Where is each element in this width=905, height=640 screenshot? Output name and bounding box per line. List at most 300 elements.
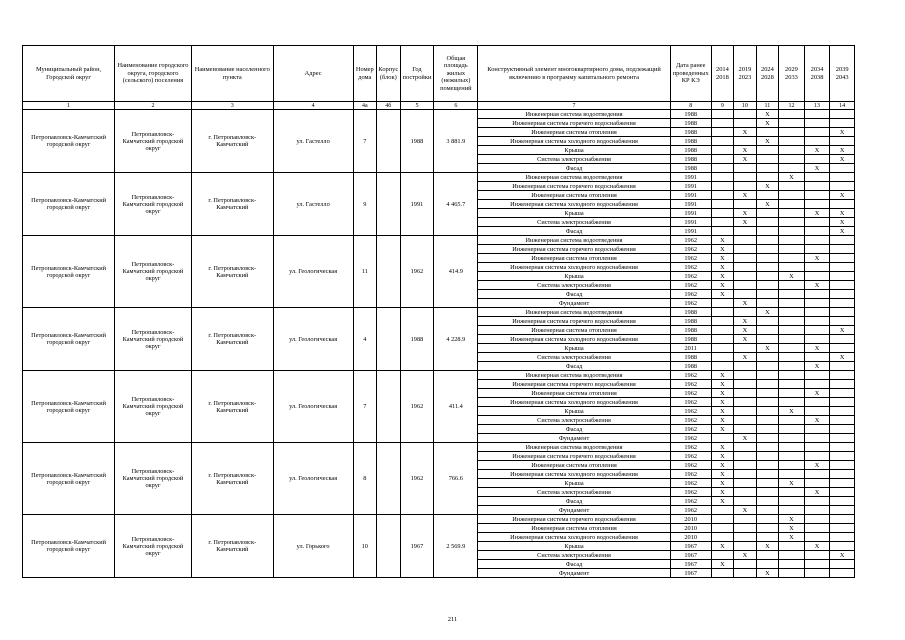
period-mark-cell (830, 434, 855, 443)
period-mark-cell (756, 425, 779, 434)
column-header: 2019 2023 (734, 46, 757, 102)
period-mark-cell (779, 497, 805, 506)
repair-date-cell: 1962 (670, 398, 711, 407)
period-mark-cell: X (779, 479, 805, 488)
column-number: 9 (711, 102, 734, 110)
column-number: 8 (670, 102, 711, 110)
column-number: 4 (273, 102, 353, 110)
column-number: 12 (779, 102, 805, 110)
house-group (23, 371, 855, 443)
period-mark-cell (756, 254, 779, 263)
element-cell: Инженерная система горячего водоснабжения (478, 119, 670, 128)
district-cell: Петропавловск-Камчатский городской округ (23, 308, 115, 371)
column-number: 6 (434, 102, 478, 110)
element-cell: Фасад (478, 560, 670, 569)
period-mark-cell (804, 407, 830, 416)
period-mark-cell (830, 425, 855, 434)
period-mark-cell (779, 128, 805, 137)
period-mark-cell (779, 398, 805, 407)
period-mark-cell (756, 155, 779, 164)
period-mark-cell (804, 452, 830, 461)
period-mark-cell: X (734, 218, 757, 227)
period-mark-cell (779, 317, 805, 326)
repair-date-cell: 1962 (670, 425, 711, 434)
repair-date-cell: 1967 (670, 542, 711, 551)
period-mark-cell (756, 317, 779, 326)
column-header: 2039 2043 (830, 46, 855, 102)
repair-date-cell: 1962 (670, 290, 711, 299)
element-cell: Инженерная система холодного водоснабжения (478, 335, 670, 344)
period-mark-cell (756, 236, 779, 245)
period-mark-cell: X (830, 209, 855, 218)
period-mark-cell (711, 200, 734, 209)
period-mark-cell: X (734, 146, 757, 155)
column-header: Дата ранее проведенных КР КЭ (670, 46, 711, 102)
period-mark-cell: X (734, 506, 757, 515)
period-mark-cell: X (711, 497, 734, 506)
period-mark-cell (734, 560, 757, 569)
period-mark-cell (804, 200, 830, 209)
repair-date-cell: 1962 (670, 506, 711, 515)
period-mark-cell (711, 515, 734, 524)
district-cell: Петропавловск-Камчатский городской округ (23, 110, 115, 173)
house-group (23, 236, 855, 308)
period-mark-cell (711, 155, 734, 164)
period-mark-cell: X (734, 434, 757, 443)
period-mark-cell: X (711, 371, 734, 380)
element-cell: Инженерная система горячего водоснабжения (478, 182, 670, 191)
period-mark-cell (711, 362, 734, 371)
period-mark-cell (756, 416, 779, 425)
period-mark-cell (756, 164, 779, 173)
period-mark-cell (711, 191, 734, 200)
period-mark-cell (756, 515, 779, 524)
settlement-cell: Петропавловск-Камчатский городской округ (115, 308, 192, 371)
period-mark-cell (779, 434, 805, 443)
period-mark-cell (756, 470, 779, 479)
period-mark-cell (734, 173, 757, 182)
locality-cell: г. Петропавловск-Камчатский (191, 110, 273, 173)
table-row (23, 371, 855, 380)
table-row (23, 515, 855, 524)
period-mark-cell (804, 380, 830, 389)
period-mark-cell (779, 362, 805, 371)
column-header: 2029 2033 (779, 46, 805, 102)
period-mark-cell: X (779, 407, 805, 416)
period-mark-cell (804, 236, 830, 245)
period-mark-cell (756, 407, 779, 416)
repair-date-cell: 1988 (670, 317, 711, 326)
element-cell: Инженерная система водоотведения (478, 110, 670, 119)
period-mark-cell (711, 308, 734, 317)
period-mark-cell (756, 497, 779, 506)
year-built-cell: 1962 (400, 371, 434, 443)
period-mark-cell (804, 470, 830, 479)
period-mark-cell: X (734, 128, 757, 137)
column-header: Номер дома (353, 46, 377, 102)
period-mark-cell: X (830, 551, 855, 560)
period-mark-cell (804, 245, 830, 254)
period-mark-cell (804, 227, 830, 236)
column-header: Общая площадь жилых (нежилых) помещений (434, 46, 478, 102)
settlement-cell: Петропавловск-Камчатский городской округ (115, 515, 192, 578)
repair-date-cell: 1962 (670, 272, 711, 281)
period-mark-cell (830, 461, 855, 470)
period-mark-cell (804, 326, 830, 335)
period-mark-cell (734, 245, 757, 254)
period-mark-cell (830, 362, 855, 371)
period-mark-cell: X (711, 407, 734, 416)
period-mark-cell (804, 137, 830, 146)
block-cell (377, 110, 401, 173)
period-mark-cell (779, 308, 805, 317)
year-built-cell: 1967 (400, 515, 434, 578)
element-cell: Крыша (478, 209, 670, 218)
block-cell (377, 443, 401, 515)
period-mark-cell (711, 119, 734, 128)
period-mark-cell (830, 452, 855, 461)
period-mark-cell: X (830, 227, 855, 236)
repair-date-cell: 1991 (670, 173, 711, 182)
element-cell: Фасад (478, 425, 670, 434)
district-cell: Петропавловск-Камчатский городской округ (23, 515, 115, 578)
period-mark-cell (711, 551, 734, 560)
period-mark-cell: X (711, 560, 734, 569)
period-mark-cell: X (756, 137, 779, 146)
repair-date-cell: 1962 (670, 236, 711, 245)
period-mark-cell (711, 137, 734, 146)
repair-date-cell: 1988 (670, 164, 711, 173)
period-mark-cell (804, 560, 830, 569)
period-mark-cell: X (756, 200, 779, 209)
district-cell: Петропавловск-Камчатский городской округ (23, 371, 115, 443)
repair-date-cell: 1962 (670, 407, 711, 416)
period-mark-cell (779, 461, 805, 470)
period-mark-cell (779, 560, 805, 569)
table-header (23, 46, 855, 110)
element-cell: Инженерная система водоотведения (478, 236, 670, 245)
period-mark-cell (779, 155, 805, 164)
house-number-cell: 9 (353, 173, 377, 236)
period-mark-cell (756, 281, 779, 290)
period-mark-cell (779, 110, 805, 119)
column-number-row (23, 102, 855, 110)
period-mark-cell (804, 155, 830, 164)
period-mark-cell (756, 209, 779, 218)
repair-date-cell: 1962 (670, 263, 711, 272)
repair-date-cell: 1988 (670, 335, 711, 344)
period-mark-cell (779, 335, 805, 344)
element-cell: Инженерная система отопления (478, 326, 670, 335)
period-mark-cell (779, 452, 805, 461)
period-mark-cell (711, 299, 734, 308)
period-mark-cell (779, 119, 805, 128)
area-cell: 4 228.9 (434, 308, 478, 371)
period-mark-cell (756, 488, 779, 497)
locality-cell: г. Петропавловск-Камчатский (191, 515, 273, 578)
period-mark-cell (804, 308, 830, 317)
element-cell: Система электроснабжения (478, 218, 670, 227)
house-group (23, 173, 855, 236)
element-cell: Инженерная система отопления (478, 254, 670, 263)
period-mark-cell (779, 200, 805, 209)
street-cell: ул. Геологическая (273, 443, 353, 515)
period-mark-cell (734, 281, 757, 290)
period-mark-cell (756, 299, 779, 308)
year-built-cell: 1988 (400, 110, 434, 173)
period-mark-cell: X (830, 146, 855, 155)
column-number: 11 (756, 102, 779, 110)
repair-date-cell: 1962 (670, 245, 711, 254)
period-mark-cell (756, 326, 779, 335)
street-cell: ул. Геологическая (273, 236, 353, 308)
period-mark-cell (779, 299, 805, 308)
period-mark-cell: X (779, 533, 805, 542)
period-mark-cell (711, 506, 734, 515)
period-mark-cell (756, 434, 779, 443)
period-mark-cell (734, 263, 757, 272)
column-header: Конструктивный элемент многоквартирного дома, подлежащий включению в программу капитального ремонта (478, 46, 670, 102)
period-mark-cell: X (804, 146, 830, 155)
period-mark-cell (711, 209, 734, 218)
period-mark-cell (830, 398, 855, 407)
period-mark-cell (779, 182, 805, 191)
period-mark-cell (779, 236, 805, 245)
column-number: 7 (478, 102, 670, 110)
period-mark-cell (779, 191, 805, 200)
period-mark-cell (779, 353, 805, 362)
element-cell: Инженерная система холодного водоснабжения (478, 398, 670, 407)
period-mark-cell (830, 272, 855, 281)
period-mark-cell (779, 443, 805, 452)
repair-date-cell: 1962 (670, 443, 711, 452)
period-mark-cell: X (756, 119, 779, 128)
period-mark-cell: X (804, 344, 830, 353)
element-cell: Инженерная система горячего водоснабжения (478, 245, 670, 254)
period-mark-cell: X (804, 488, 830, 497)
table-row (23, 308, 855, 317)
column-number: 3 (191, 102, 273, 110)
period-mark-cell: X (711, 263, 734, 272)
period-mark-cell (734, 542, 757, 551)
period-mark-cell: X (711, 461, 734, 470)
repair-date-cell: 1988 (670, 155, 711, 164)
period-mark-cell (756, 452, 779, 461)
period-mark-cell (830, 380, 855, 389)
period-mark-cell: X (779, 173, 805, 182)
element-cell: Инженерная система горячего водоснабжения (478, 317, 670, 326)
period-mark-cell (734, 488, 757, 497)
period-mark-cell: X (830, 191, 855, 200)
column-header: 2034 2038 (804, 46, 830, 102)
period-mark-cell (804, 173, 830, 182)
element-cell: Система электроснабжения (478, 416, 670, 425)
period-mark-cell (779, 290, 805, 299)
element-cell: Фундамент (478, 569, 670, 578)
repair-date-cell: 1967 (670, 569, 711, 578)
period-mark-cell (830, 344, 855, 353)
period-mark-cell (779, 326, 805, 335)
period-mark-cell (804, 398, 830, 407)
period-mark-cell (711, 128, 734, 137)
period-mark-cell (756, 245, 779, 254)
period-mark-cell (734, 164, 757, 173)
period-mark-cell: X (734, 299, 757, 308)
period-mark-cell (734, 200, 757, 209)
element-cell: Крыша (478, 344, 670, 353)
period-mark-cell (804, 371, 830, 380)
period-mark-cell (779, 470, 805, 479)
period-mark-cell (830, 290, 855, 299)
column-number: 2 (115, 102, 192, 110)
column-header: Корпус (блок) (377, 46, 401, 102)
period-mark-cell: X (711, 479, 734, 488)
period-mark-cell (734, 362, 757, 371)
area-cell: 411.4 (434, 371, 478, 443)
house-number-cell: 7 (353, 110, 377, 173)
period-mark-cell: X (804, 281, 830, 290)
table-row (23, 236, 855, 245)
period-mark-cell (830, 524, 855, 533)
period-mark-cell: X (734, 317, 757, 326)
repair-date-cell: 1962 (670, 416, 711, 425)
period-mark-cell (779, 551, 805, 560)
period-mark-cell (804, 524, 830, 533)
table-row (23, 110, 855, 119)
period-mark-cell (734, 236, 757, 245)
period-mark-cell (830, 515, 855, 524)
period-mark-cell (804, 218, 830, 227)
period-mark-cell (756, 506, 779, 515)
column-number: 10 (734, 102, 757, 110)
house-number-cell: 4 (353, 308, 377, 371)
block-cell (377, 173, 401, 236)
period-mark-cell (734, 416, 757, 425)
period-mark-cell (830, 263, 855, 272)
period-mark-cell: X (711, 488, 734, 497)
period-mark-cell (830, 164, 855, 173)
period-mark-cell: X (830, 326, 855, 335)
period-mark-cell (804, 443, 830, 452)
period-mark-cell: X (734, 209, 757, 218)
period-mark-cell: X (734, 335, 757, 344)
area-cell: 2 569.9 (434, 515, 478, 578)
period-mark-cell (779, 416, 805, 425)
period-mark-cell (711, 110, 734, 119)
period-mark-cell (830, 236, 855, 245)
repair-date-cell: 1962 (670, 434, 711, 443)
area-cell: 4 465.7 (434, 173, 478, 236)
period-mark-cell: X (779, 272, 805, 281)
period-mark-cell: X (756, 308, 779, 317)
period-mark-cell (804, 479, 830, 488)
year-built-cell: 1962 (400, 443, 434, 515)
repair-date-cell: 1988 (670, 362, 711, 371)
period-mark-cell (830, 335, 855, 344)
period-mark-cell (830, 497, 855, 506)
column-header: Год постройки (400, 46, 434, 102)
repair-date-cell: 1962 (670, 461, 711, 470)
element-cell: Фасад (478, 227, 670, 236)
period-mark-cell (711, 533, 734, 542)
house-group (23, 515, 855, 578)
period-mark-cell (734, 515, 757, 524)
period-mark-cell (756, 551, 779, 560)
table-row (23, 443, 855, 452)
period-mark-cell (804, 191, 830, 200)
period-mark-cell (830, 542, 855, 551)
period-mark-cell (779, 146, 805, 155)
period-mark-cell: X (711, 290, 734, 299)
period-mark-cell (756, 443, 779, 452)
period-mark-cell (804, 317, 830, 326)
period-mark-cell (756, 290, 779, 299)
street-cell: ул. Гастелло (273, 173, 353, 236)
repair-date-cell: 1991 (670, 209, 711, 218)
element-cell: Инженерная система горячего водоснабжения (478, 452, 670, 461)
period-mark-cell (779, 569, 805, 578)
period-mark-cell (779, 164, 805, 173)
element-cell: Система электроснабжения (478, 488, 670, 497)
period-mark-cell (756, 380, 779, 389)
area-cell: 414.9 (434, 236, 478, 308)
repair-date-cell: 1988 (670, 308, 711, 317)
repair-date-cell: 1962 (670, 380, 711, 389)
area-cell: 766.6 (434, 443, 478, 515)
period-mark-cell (779, 344, 805, 353)
district-cell: Петропавловск-Камчатский городской округ (23, 236, 115, 308)
street-cell: ул. Гастелло (273, 110, 353, 173)
element-cell: Инженерная система водоотведения (478, 443, 670, 452)
period-mark-cell (804, 110, 830, 119)
period-mark-cell (830, 407, 855, 416)
period-mark-cell: X (711, 452, 734, 461)
element-cell: Инженерная система холодного водоснабжения (478, 470, 670, 479)
period-mark-cell (804, 515, 830, 524)
column-header: Наименование городского округа, городского (сельского) поселения (115, 46, 192, 102)
repair-date-cell: 1962 (670, 281, 711, 290)
period-mark-cell (734, 344, 757, 353)
period-mark-cell (830, 371, 855, 380)
repair-date-cell: 1962 (670, 488, 711, 497)
street-cell: ул. Горького (273, 515, 353, 578)
period-mark-cell (804, 263, 830, 272)
element-cell: Система электроснабжения (478, 353, 670, 362)
period-mark-cell (734, 110, 757, 119)
period-mark-cell (734, 443, 757, 452)
element-cell: Инженерная система отопления (478, 389, 670, 398)
period-mark-cell (756, 389, 779, 398)
period-mark-cell (779, 488, 805, 497)
district-cell: Петропавловск-Камчатский городской округ (23, 443, 115, 515)
period-mark-cell: X (830, 128, 855, 137)
period-mark-cell (830, 137, 855, 146)
period-mark-cell: X (711, 236, 734, 245)
period-mark-cell: X (734, 326, 757, 335)
settlement-cell: Петропавловск-Камчатский городской округ (115, 173, 192, 236)
period-mark-cell (830, 479, 855, 488)
period-mark-cell (711, 317, 734, 326)
period-mark-cell (830, 200, 855, 209)
period-mark-cell (830, 119, 855, 128)
period-mark-cell (734, 389, 757, 398)
period-mark-cell (779, 389, 805, 398)
locality-cell: г. Петропавловск-Камчатский (191, 371, 273, 443)
period-mark-cell: X (734, 353, 757, 362)
period-mark-cell (779, 137, 805, 146)
period-mark-cell (804, 506, 830, 515)
repair-date-cell: 1991 (670, 200, 711, 209)
